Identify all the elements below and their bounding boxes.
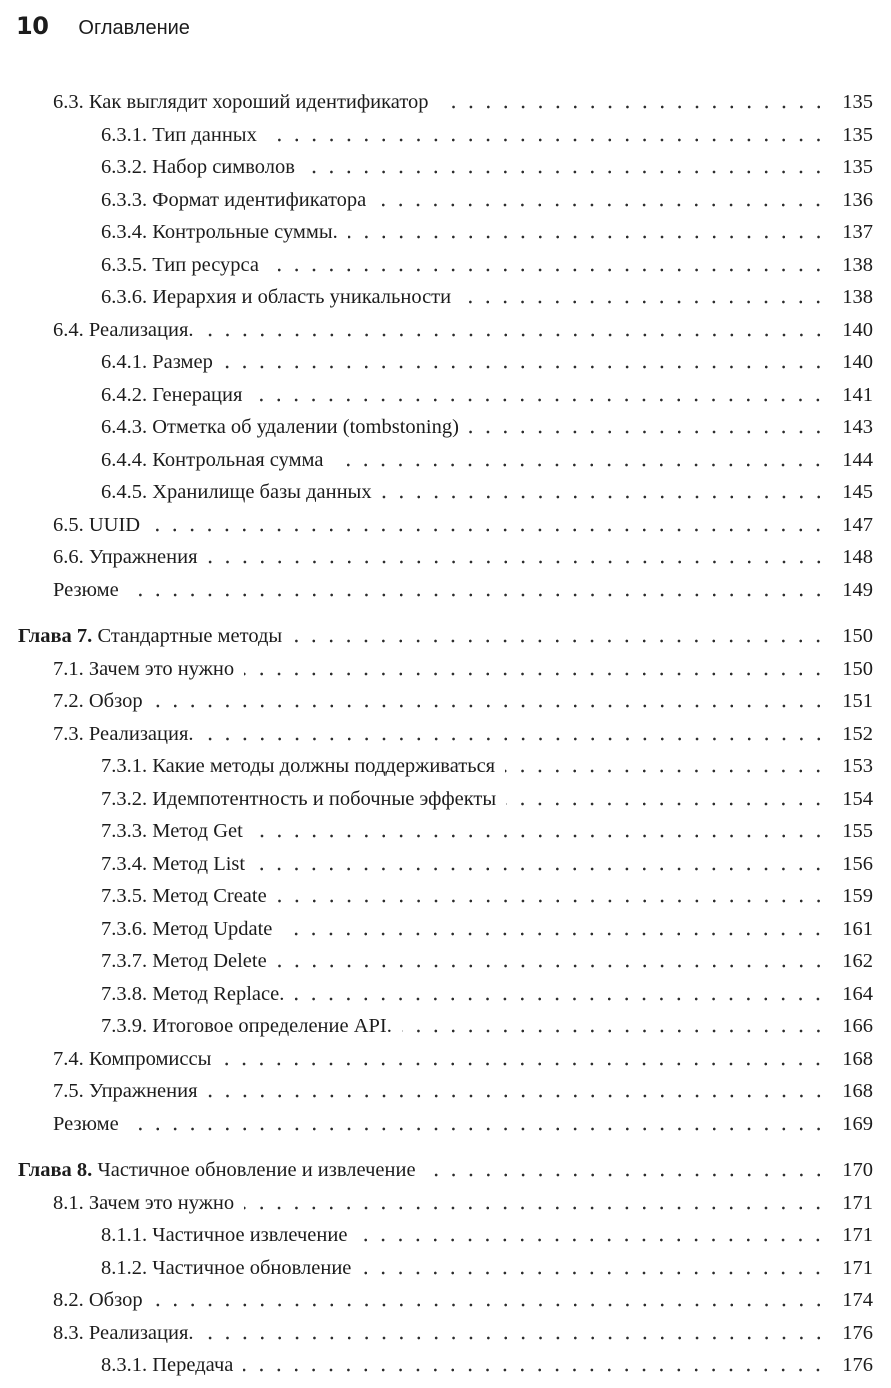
toc-page-number: 155 xyxy=(842,820,873,842)
toc-entry xyxy=(0,1349,891,1381)
toc-entry-title xyxy=(53,1080,200,1103)
toc-entry-title xyxy=(53,579,121,602)
toc-entry xyxy=(0,151,891,183)
toc-page-number: 143 xyxy=(842,416,873,438)
toc-page-number: 144 xyxy=(842,448,873,471)
toc-page-number: 171 xyxy=(842,1256,873,1279)
toc-entry xyxy=(0,815,891,847)
toc-entry xyxy=(0,1075,891,1107)
toc-entry-text: 7.3. Реализация. xyxy=(53,722,194,745)
dot-leader xyxy=(439,105,827,109)
toc-page-number: 161 xyxy=(842,917,873,940)
toc-entry-title xyxy=(101,788,498,811)
dot-leader xyxy=(204,1336,827,1340)
toc-entry-title xyxy=(53,514,142,537)
toc-entry-text: Частичное обновление и извлечение xyxy=(92,1159,416,1181)
toc-page-number: 138 xyxy=(842,253,873,276)
toc-entry-text: 7.2. Обзор xyxy=(53,690,143,712)
toc-entry-text: 7.3.2. Идемпотентность и побочные эффекты xyxy=(101,787,497,810)
toc-entry-text: 7.3.1. Какие методы должны поддерживаться xyxy=(101,755,496,777)
toc-entry xyxy=(0,216,891,248)
toc-entry xyxy=(0,379,891,411)
toc-entry-title xyxy=(101,885,269,908)
dot-leader xyxy=(382,495,827,499)
dot-leader xyxy=(469,430,827,434)
running-header xyxy=(16,12,190,40)
dot-leader xyxy=(292,639,827,643)
toc-entry xyxy=(0,1010,891,1042)
toc-page-number: 176 xyxy=(842,1321,873,1344)
toc-entry xyxy=(0,718,891,750)
toc-page-number: 140 xyxy=(842,351,873,373)
toc-entry-title xyxy=(53,1192,236,1215)
toc-entry xyxy=(0,476,891,508)
dot-leader xyxy=(253,834,827,838)
toc-entry-title xyxy=(53,91,431,114)
toc-entry-title xyxy=(53,723,196,746)
toc-entry-title xyxy=(101,124,259,147)
toc-entry-title xyxy=(53,546,200,569)
toc-page-number: 170 xyxy=(842,1159,873,1181)
toc-entry xyxy=(0,1043,891,1075)
dot-leader xyxy=(333,463,827,467)
toc-entry-text: 7.3.3. Метод Get xyxy=(101,820,243,842)
toc-entry-title xyxy=(18,625,284,648)
toc-entry-text: 8.1.2. Частичное обновление xyxy=(101,1256,352,1279)
toc-page-number: 147 xyxy=(842,513,873,536)
toc-entry-title xyxy=(53,690,145,713)
toc-page-number: 150 xyxy=(842,625,873,647)
toc-entry-text: 6.3.4. Контрольные суммы. xyxy=(101,221,338,243)
toc-chapter-number: Глава 8. xyxy=(18,1159,93,1181)
toc-entry xyxy=(0,1284,891,1316)
toc-entry-title xyxy=(53,1322,196,1345)
toc-entry-text: 7.3.8. Метод Replace. xyxy=(101,982,285,1005)
toc-entry-title xyxy=(101,351,215,374)
toc-entry xyxy=(0,945,891,977)
dot-leader xyxy=(255,867,827,871)
toc-entry-title xyxy=(101,449,325,472)
toc-entry xyxy=(0,1108,891,1140)
dot-leader xyxy=(506,802,827,806)
toc-entry xyxy=(0,411,891,443)
toc-page-number: 145 xyxy=(842,481,873,503)
toc-entry-text: 6.4.1. Размер xyxy=(101,351,213,373)
toc-entry-title xyxy=(101,1015,394,1038)
dot-leader xyxy=(461,300,827,304)
toc-entry-title xyxy=(53,1048,213,1071)
toc-entry-title xyxy=(101,1224,349,1247)
toc-entry xyxy=(0,880,891,912)
toc-entry-title xyxy=(18,1159,418,1182)
toc-entry-title xyxy=(101,156,297,179)
toc-entry-text: 7.3.4. Метод List xyxy=(101,852,246,875)
dot-leader xyxy=(243,1368,827,1372)
toc-page-number: 176 xyxy=(842,1354,873,1376)
toc-page-number: 171 xyxy=(842,1191,873,1214)
dot-leader xyxy=(282,932,827,936)
toc-entry-title xyxy=(53,1113,121,1136)
toc-entry-title xyxy=(53,658,236,681)
toc-page-number: 135 xyxy=(842,156,873,178)
dot-leader xyxy=(204,333,827,337)
toc-page-number: 149 xyxy=(842,578,873,601)
toc-entry xyxy=(0,783,891,815)
toc-entry xyxy=(0,1252,891,1284)
toc-page-number: 168 xyxy=(842,1047,873,1070)
dot-leader xyxy=(244,672,827,676)
toc-entry-text: 6.3.1. Тип данных xyxy=(101,123,257,146)
dot-leader xyxy=(357,1238,827,1242)
dot-leader xyxy=(153,1303,827,1307)
toc-entry-title xyxy=(101,286,453,309)
toc-entry xyxy=(0,184,891,216)
dot-leader xyxy=(294,997,827,1001)
toc-entry xyxy=(0,509,891,541)
toc-entry-text: 7.4. Компромиссы xyxy=(53,1047,212,1070)
toc-entry xyxy=(0,444,891,476)
toc-page-number: 153 xyxy=(842,755,873,777)
toc-entry xyxy=(0,750,891,782)
dot-leader xyxy=(348,235,827,239)
toc-page-number: 152 xyxy=(842,722,873,745)
toc-entry-title xyxy=(101,1354,235,1377)
toc-entry-text: Стандартные методы xyxy=(92,625,283,647)
toc-entry xyxy=(0,653,891,685)
toc-entry-text: 6.4. Реализация. xyxy=(53,318,194,341)
toc-page-number: 137 xyxy=(842,221,873,243)
toc-page-number: 168 xyxy=(842,1080,873,1102)
toc-page-number: 148 xyxy=(842,546,873,568)
toc-entry-text: 8.1. Зачем это нужно xyxy=(53,1191,235,1214)
dot-leader xyxy=(223,365,827,369)
toc-entry-title xyxy=(101,254,261,277)
toc-entry-title xyxy=(53,319,196,342)
running-title: Оглавление xyxy=(78,17,190,39)
toc-page-number: 171 xyxy=(842,1224,873,1246)
toc-page-number: 154 xyxy=(842,787,873,810)
toc-entry-text: 6.4.2. Генерация xyxy=(101,383,243,406)
toc-entry-text: 7.5. Упражнения xyxy=(53,1080,198,1102)
toc-page-number: 162 xyxy=(842,950,873,972)
toc-page-number: 150 xyxy=(842,657,873,680)
toc-page-number: 135 xyxy=(842,91,873,113)
toc-entry-text: 8.3. Реализация. xyxy=(53,1321,194,1344)
toc-page-number: 174 xyxy=(842,1289,873,1311)
dot-leader xyxy=(426,1173,827,1177)
dot-leader xyxy=(267,138,827,142)
toc-entry-text: 8.1.1. Частичное извлечение xyxy=(101,1224,348,1246)
toc-entry-text: 6.3.6. Иерархия и область уникальности xyxy=(101,286,452,308)
toc-entry xyxy=(0,1187,891,1219)
toc-entry-text: 7.3.9. Итоговое определение API. xyxy=(101,1015,392,1037)
toc-entry-text: 6.3.2. Набор символов xyxy=(101,156,295,178)
toc-entry-text: 6.3.5. Тип ресурса xyxy=(101,253,259,276)
dot-leader xyxy=(129,593,827,597)
toc-entry xyxy=(0,978,891,1010)
toc-page-number: 159 xyxy=(842,885,873,907)
dot-leader xyxy=(269,268,827,272)
toc-entry-text: 6.6. Упражнения xyxy=(53,546,198,568)
toc-entry-text: 6.4.4. Контрольная сумма xyxy=(101,448,324,471)
dot-leader xyxy=(505,769,827,773)
dot-leader xyxy=(361,1271,827,1275)
toc-entry-text: Резюме xyxy=(53,578,119,601)
toc-entry-title xyxy=(101,918,274,941)
toc-entry-text: 6.3.3. Формат идентификатора xyxy=(101,188,367,211)
toc-entry-text: 6.3. Как выглядит хороший идентификатор xyxy=(53,91,429,113)
toc-entry-text: 8.2. Обзор xyxy=(53,1289,143,1311)
dot-leader xyxy=(277,899,827,903)
toc-entry xyxy=(0,119,891,151)
dot-leader xyxy=(376,203,827,207)
toc-entry-title xyxy=(101,1257,353,1280)
toc-page-number: 138 xyxy=(842,286,873,308)
toc-entry xyxy=(0,281,891,313)
page-number: 10 xyxy=(16,12,49,40)
dot-leader xyxy=(252,398,827,402)
dot-leader xyxy=(244,1206,827,1210)
dot-leader xyxy=(150,528,827,532)
dot-leader xyxy=(204,737,827,741)
toc-entry-text: 6.5. UUID xyxy=(53,513,141,536)
toc-entry xyxy=(0,913,891,945)
toc-chapter-entry xyxy=(0,1154,891,1186)
toc-entry-title xyxy=(101,853,247,876)
toc-entry-text: 7.3.7. Метод Delete xyxy=(101,950,267,972)
toc-entry-text: 8.3.1. Передача xyxy=(101,1354,234,1376)
toc-chapter-number: Глава 7. xyxy=(18,625,93,647)
toc-entry-title xyxy=(101,950,269,973)
toc-entry xyxy=(0,1219,891,1251)
toc-page-number: 136 xyxy=(842,188,873,211)
dot-leader xyxy=(305,170,827,174)
toc-entry-title xyxy=(101,384,244,407)
toc-entry-title xyxy=(101,189,368,212)
toc-chapter-entry xyxy=(0,620,891,652)
toc-entry xyxy=(0,249,891,281)
toc-page-number: 156 xyxy=(842,852,873,875)
toc-page-number: 140 xyxy=(842,318,873,341)
toc-entry xyxy=(0,346,891,378)
toc-entry xyxy=(0,848,891,880)
toc-entry-text: 6.4.3. Отметка об удалении (tombstoning) xyxy=(101,416,459,438)
toc-entry-title xyxy=(53,1289,145,1312)
toc-entry-title xyxy=(101,820,245,843)
toc-page-number: 166 xyxy=(842,1015,873,1037)
toc-entry-text: 6.4.5. Хранилище базы данных xyxy=(101,481,372,503)
dot-leader xyxy=(129,1127,827,1131)
toc-entry-title xyxy=(101,221,340,244)
toc-entry-title xyxy=(101,481,374,504)
toc-entry-title xyxy=(101,416,461,439)
toc-entry xyxy=(0,574,891,606)
toc-page-number: 151 xyxy=(842,690,873,712)
dot-leader xyxy=(153,704,827,708)
toc-entry-text: 7.3.5. Метод Create xyxy=(101,885,267,907)
dot-leader xyxy=(221,1062,827,1066)
dot-leader xyxy=(277,964,827,968)
toc-page-number: 169 xyxy=(842,1112,873,1135)
toc-page-number: 164 xyxy=(842,982,873,1005)
toc-page-number: 141 xyxy=(842,383,873,406)
dot-leader xyxy=(402,1029,827,1033)
toc-entry-text: 7.3.6. Метод Update xyxy=(101,917,273,940)
toc-entry-title xyxy=(101,983,286,1006)
toc-entry-title xyxy=(101,755,497,778)
toc-entry xyxy=(0,314,891,346)
dot-leader xyxy=(208,1094,827,1098)
toc-entry xyxy=(0,1317,891,1349)
dot-leader xyxy=(208,560,827,564)
toc-entry-text: 7.1. Зачем это нужно xyxy=(53,657,235,680)
toc-entry-text: Резюме xyxy=(53,1112,119,1135)
toc-entry xyxy=(0,685,891,717)
toc-entry xyxy=(0,541,891,573)
toc-entry xyxy=(0,86,891,118)
toc-page-number: 135 xyxy=(842,123,873,146)
